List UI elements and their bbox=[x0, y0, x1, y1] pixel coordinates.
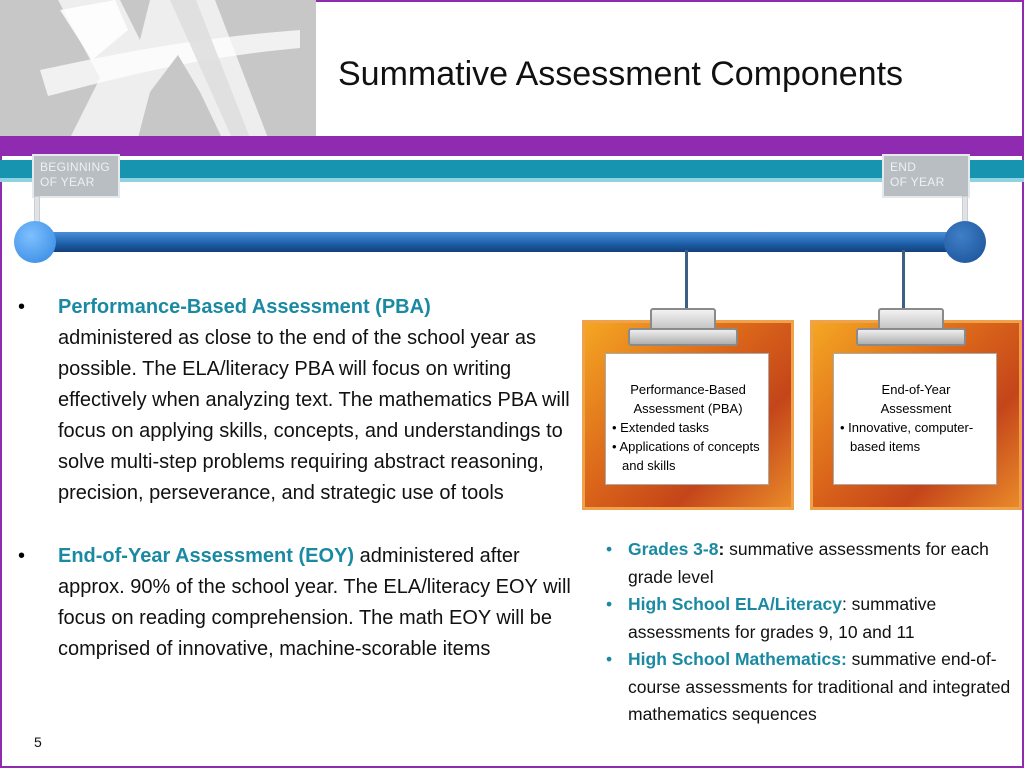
eoy-bullet bbox=[18, 541, 578, 665]
bullet-icon: • bbox=[18, 545, 26, 567]
bullet-icon: • bbox=[606, 649, 613, 669]
pba-card-item-text: Extended tasks bbox=[620, 420, 710, 435]
eoy-card-paper bbox=[833, 353, 997, 485]
eoy-card-item: • Innovative, computer-based items bbox=[840, 420, 974, 454]
page-number: 5 bbox=[34, 734, 42, 750]
eoy-card-title-line1: End-of-Year bbox=[881, 382, 951, 397]
left-bullet-list bbox=[18, 292, 578, 665]
timeline-end-flag bbox=[882, 154, 970, 198]
eoy-bullet-heading: End-of-Year Assessment (EOY) bbox=[58, 545, 355, 567]
logo bbox=[0, 0, 316, 138]
hs-ela-bullet-text: summative assessments for grades 9, 10 and 11 bbox=[628, 594, 937, 642]
right-bullet-list bbox=[606, 536, 1016, 729]
letter-a-brushstroke-logo-icon bbox=[0, 0, 316, 138]
accent-stripe bbox=[0, 160, 1024, 178]
pba-card-title-line1: Performance-Based bbox=[630, 382, 746, 397]
pba-bullet-heading: Performance-Based Assessment (PBA) bbox=[58, 296, 431, 318]
grades-bullet-heading: Grades 3-8 bbox=[628, 539, 719, 559]
pba-card-item: • Extended tasks bbox=[612, 420, 710, 435]
hs-ela-bullet-sep: : bbox=[841, 594, 847, 614]
pba-card-paper bbox=[605, 353, 769, 485]
bullet-icon: • bbox=[606, 594, 613, 614]
pba-card bbox=[582, 320, 794, 510]
hs-ela-bullet bbox=[606, 591, 1016, 646]
grades-bullet-text: summative assessments for each grade level bbox=[628, 539, 989, 587]
pba-card-title-line2: Assessment (PBA) bbox=[633, 401, 743, 416]
timeline-end-label-line2: OF YEAR bbox=[890, 175, 945, 189]
hs-ela-bullet-heading: High School ELA/Literacy bbox=[628, 594, 842, 614]
timeline-start-label-line1: BEGINNING bbox=[40, 160, 111, 174]
bullet-icon: • bbox=[18, 296, 26, 318]
timeline-bar bbox=[30, 232, 970, 252]
bullet-icon: • bbox=[606, 539, 613, 559]
timeline-start-dot bbox=[14, 221, 56, 263]
eoy-connector bbox=[902, 250, 905, 312]
eoy-card bbox=[810, 320, 1022, 510]
eoy-clipboard-clip-icon bbox=[856, 308, 966, 348]
hs-math-bullet-text: summative end-of-course assessments for traditional and integrated mathematics sequences bbox=[628, 649, 1011, 724]
timeline-start-label-line2: OF YEAR bbox=[40, 175, 95, 189]
hs-math-bullet-heading: High School Mathematics: bbox=[628, 649, 847, 669]
header-divider bbox=[0, 136, 1024, 156]
pba-card-item: • Applications of concepts and skills bbox=[612, 439, 760, 473]
timeline-end-dot bbox=[944, 221, 986, 263]
pba-connector bbox=[685, 250, 688, 312]
timeline-start-flag bbox=[32, 154, 120, 198]
pba-bullet bbox=[18, 292, 578, 509]
eoy-card-item-text: Innovative, computer-based items bbox=[848, 420, 974, 454]
hs-math-bullet bbox=[606, 646, 1016, 729]
pba-card-item-text: Applications of concepts and skills bbox=[619, 439, 760, 473]
timeline-end-label-line1: END bbox=[890, 160, 917, 174]
pba-clipboard-clip-icon bbox=[628, 308, 738, 348]
grades-bullet bbox=[606, 536, 1016, 591]
grades-bullet-sep: : bbox=[718, 539, 725, 559]
eoy-bullet-text: administered after approx. 90% of the school year. The ELA/literacy EOY will focus on reading comprehension. The math EOY will be comprised of innovative, machine-scorable items bbox=[58, 545, 571, 660]
accent-stripe-light bbox=[0, 178, 1024, 182]
slide-title: Summative Assessment Components bbox=[338, 55, 904, 93]
pba-bullet-text: administered as close to the end of the school year as possible. The ELA/literacy PBA will focus on writing effectively when analyzing text. The mathematics PBA will focus on applying skills, concepts, and understandings to solve multi-step problems requiring abstract reasoning, precision, perseverance, and strategic use of tools bbox=[58, 327, 570, 504]
eoy-card-title-line2: Assessment bbox=[880, 401, 952, 416]
